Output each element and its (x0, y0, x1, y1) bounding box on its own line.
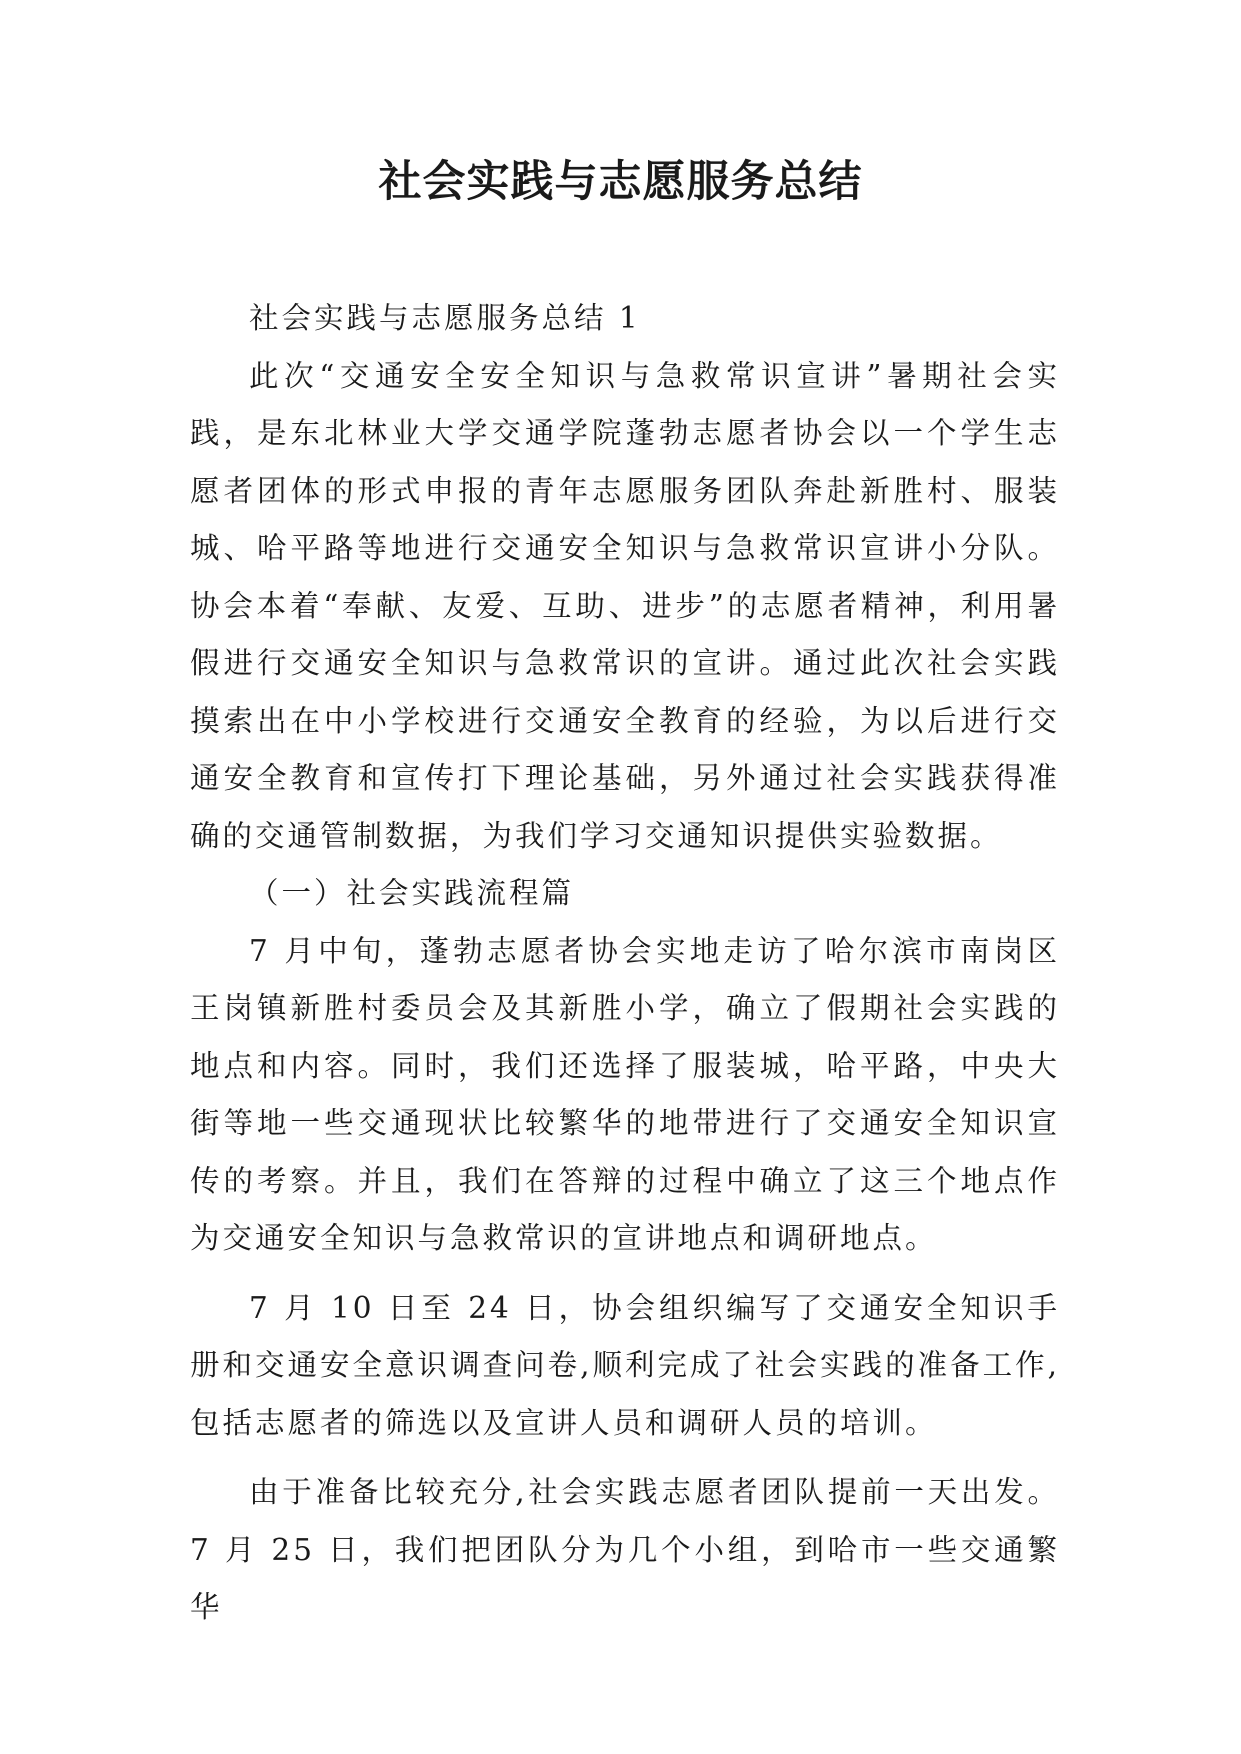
paragraph-july-10-24: 7 月 10 日至 24 日，协会组织编写了交通安全知识手册和交通安全意识调查问卷,顺利完成了社会实践的准备工作,包括志愿者的筛选以及宣讲人员和调研人员的培训。 (190, 1290, 1060, 1440)
paragraph-july-mid: 7 月中旬，蓬勃志愿者协会实地走访了哈尔滨市南岗区王岗镇新胜村委员会及其新胜小学，确立了假期社会实践的地点和内容。同时，我们还选择了服装城，哈平路，中央大街等地一些交通现状比较繁华的地带进行了交通安全知识宣传的考察。并且，我们在答辩的过程中确立了这三个地点作为交通安全知识与急救常识的宣讲地点和调研地点。 (190, 933, 1060, 1255)
document-title: 社会实践与志愿服务总结 (378, 157, 863, 207)
paragraph-intro: 此次“交通安全安全知识与急救常识宣讲”暑期社会实践，是东北林业大学交通学院蓬勃志愿者协会以一个学生志愿者团体的形式申报的青年志愿服务团队奔赴新胜村、服装城、哈平路等地进行交通安全知识与急救常识宣讲小分队。协会本着“奉献、友爱、互助、进步”的志愿者精神，利用暑假进行交通安全知识与急救常识的宣讲。通过此次社会实践摸索出在中小学校进行交通安全教育的经验，为以后进行交通安全教育和宣传打下理论基础，另外通过社会实践获得准确的交通管制数据，为我们学习交通知识提供实验数据。 (190, 358, 1060, 853)
section-heading: （一）社会实践流程篇 (249, 876, 575, 910)
paragraph-subtitle: 社会实践与志愿服务总结 1 (249, 301, 641, 335)
document-body (190, 290, 1060, 1637)
paragraph-july-25: 由于准备比较充分,社会实践志愿者团队提前一天出发。7 月 25 日，我们把团队分为几个小组，到哈市一些交通繁华 (190, 1475, 1060, 1624)
